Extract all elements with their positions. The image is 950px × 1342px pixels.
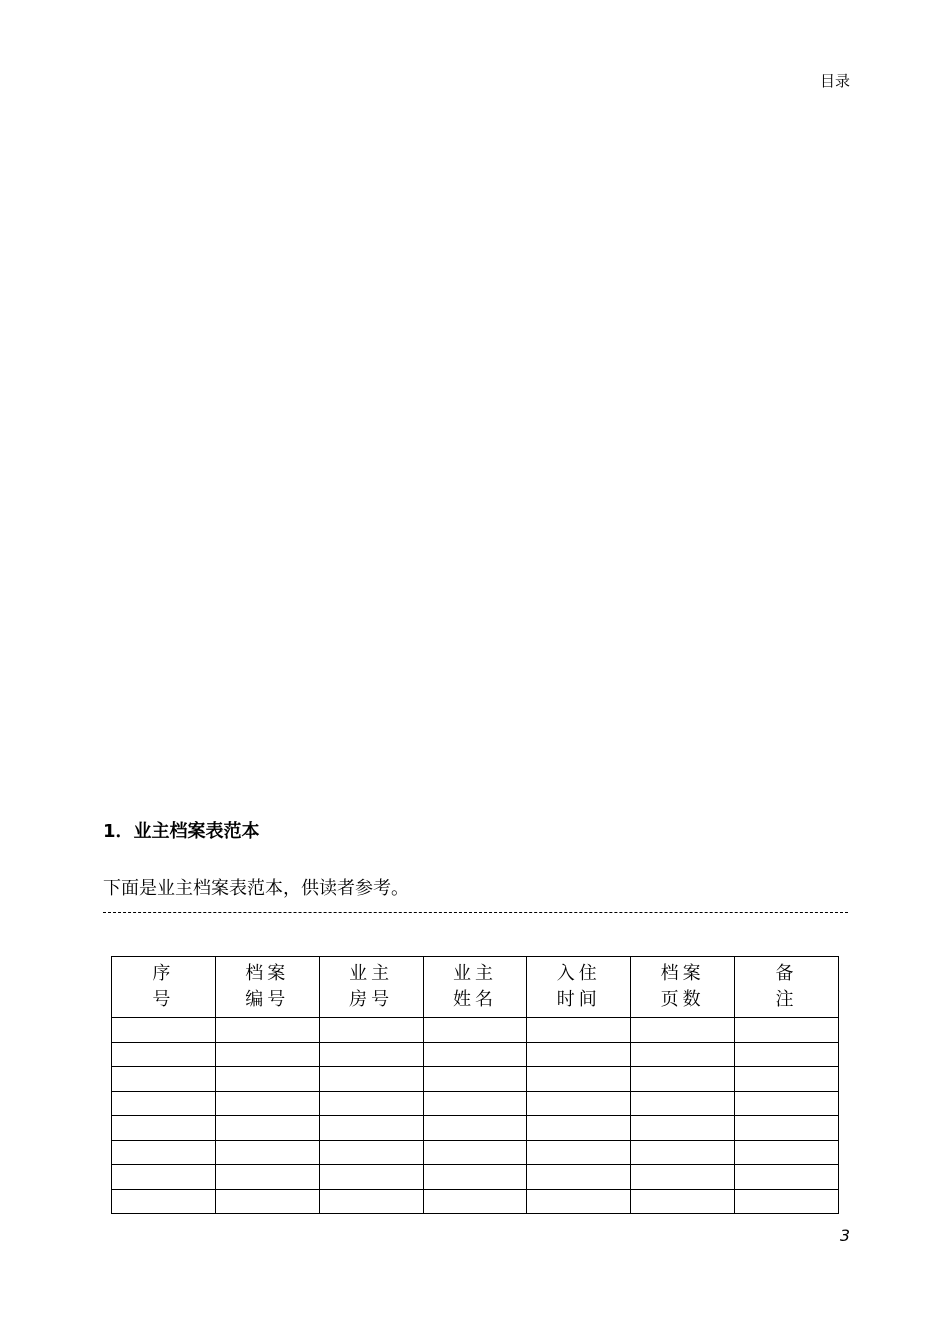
table-cell[interactable] [527,1116,631,1141]
table-cell[interactable] [527,1189,631,1214]
table-row [112,1116,839,1141]
table-cell[interactable] [735,1189,839,1214]
table-cell[interactable] [319,1140,423,1165]
table-cell[interactable] [527,1042,631,1067]
table-cell[interactable] [631,1140,735,1165]
table-cell[interactable] [423,1042,527,1067]
table-cell[interactable] [215,1042,319,1067]
table-cell[interactable] [735,1165,839,1190]
section-title: 1．业主档案表范本 [103,821,260,842]
table-cell[interactable] [215,1116,319,1141]
table-cell[interactable] [527,1091,631,1116]
table-cell[interactable] [735,1140,839,1165]
table-cell[interactable] [112,1116,216,1141]
table-cell[interactable] [735,1116,839,1141]
table-cell[interactable] [423,1165,527,1190]
table-cell[interactable] [631,1165,735,1190]
table-row [112,1189,839,1214]
table-row [112,1140,839,1165]
table-cell[interactable] [319,1018,423,1043]
table-cell[interactable] [423,1067,527,1092]
table-row [112,1165,839,1190]
table-cell[interactable] [735,1018,839,1043]
table-cell[interactable] [527,1165,631,1190]
col-header-serial: 序 号 [112,957,216,1018]
table-cell[interactable] [631,1189,735,1214]
table-cell[interactable] [423,1189,527,1214]
toc-label: 目录 [819,72,850,90]
page-number: 3 [839,1226,850,1245]
table-cell[interactable] [527,1140,631,1165]
table-cell[interactable] [112,1140,216,1165]
table-cell[interactable] [423,1091,527,1116]
table-cell[interactable] [112,1091,216,1116]
table-cell[interactable] [527,1067,631,1092]
table-header-row [112,957,839,1018]
table-row [112,1018,839,1043]
table-cell[interactable] [319,1091,423,1116]
table-cell[interactable] [735,1067,839,1092]
table-cell[interactable] [215,1140,319,1165]
table-cell[interactable] [215,1165,319,1190]
table-cell[interactable] [319,1067,423,1092]
table-cell[interactable] [319,1042,423,1067]
table-cell[interactable] [631,1067,735,1092]
table-cell[interactable] [112,1018,216,1043]
table-cell[interactable] [631,1091,735,1116]
table-cell[interactable] [112,1189,216,1214]
col-header-page-count: 档案 页数 [631,957,735,1018]
table-cell[interactable] [215,1189,319,1214]
col-header-remarks: 备 注 [735,957,839,1018]
owner-archive-table [111,956,839,1214]
table-cell[interactable] [735,1042,839,1067]
col-header-archive-no: 档案 编号 [215,957,319,1018]
table-cell[interactable] [631,1018,735,1043]
table-row [112,1067,839,1092]
table-cell[interactable] [319,1165,423,1190]
table-cell[interactable] [423,1140,527,1165]
table-cell[interactable] [319,1189,423,1214]
table-cell[interactable] [631,1042,735,1067]
table-cell[interactable] [423,1116,527,1141]
table-cell[interactable] [631,1116,735,1141]
table-cell[interactable] [215,1067,319,1092]
table-row [112,1042,839,1067]
table-cell[interactable] [319,1116,423,1141]
dashed-divider [103,912,848,913]
table-body [112,1018,839,1214]
table-cell[interactable] [112,1067,216,1092]
table-row [112,1091,839,1116]
table-cell[interactable] [527,1018,631,1043]
intro-text: 下面是业主档案表范本，供读者参考。 [103,878,409,899]
table-cell[interactable] [112,1165,216,1190]
col-header-room-no: 业主 房号 [319,957,423,1018]
table-cell[interactable] [215,1018,319,1043]
table-cell[interactable] [112,1042,216,1067]
table-cell[interactable] [423,1018,527,1043]
table-cell[interactable] [735,1091,839,1116]
table-cell[interactable] [215,1091,319,1116]
col-header-owner-name: 业主 姓名 [423,957,527,1018]
col-header-move-in-date: 入住 时间 [527,957,631,1018]
